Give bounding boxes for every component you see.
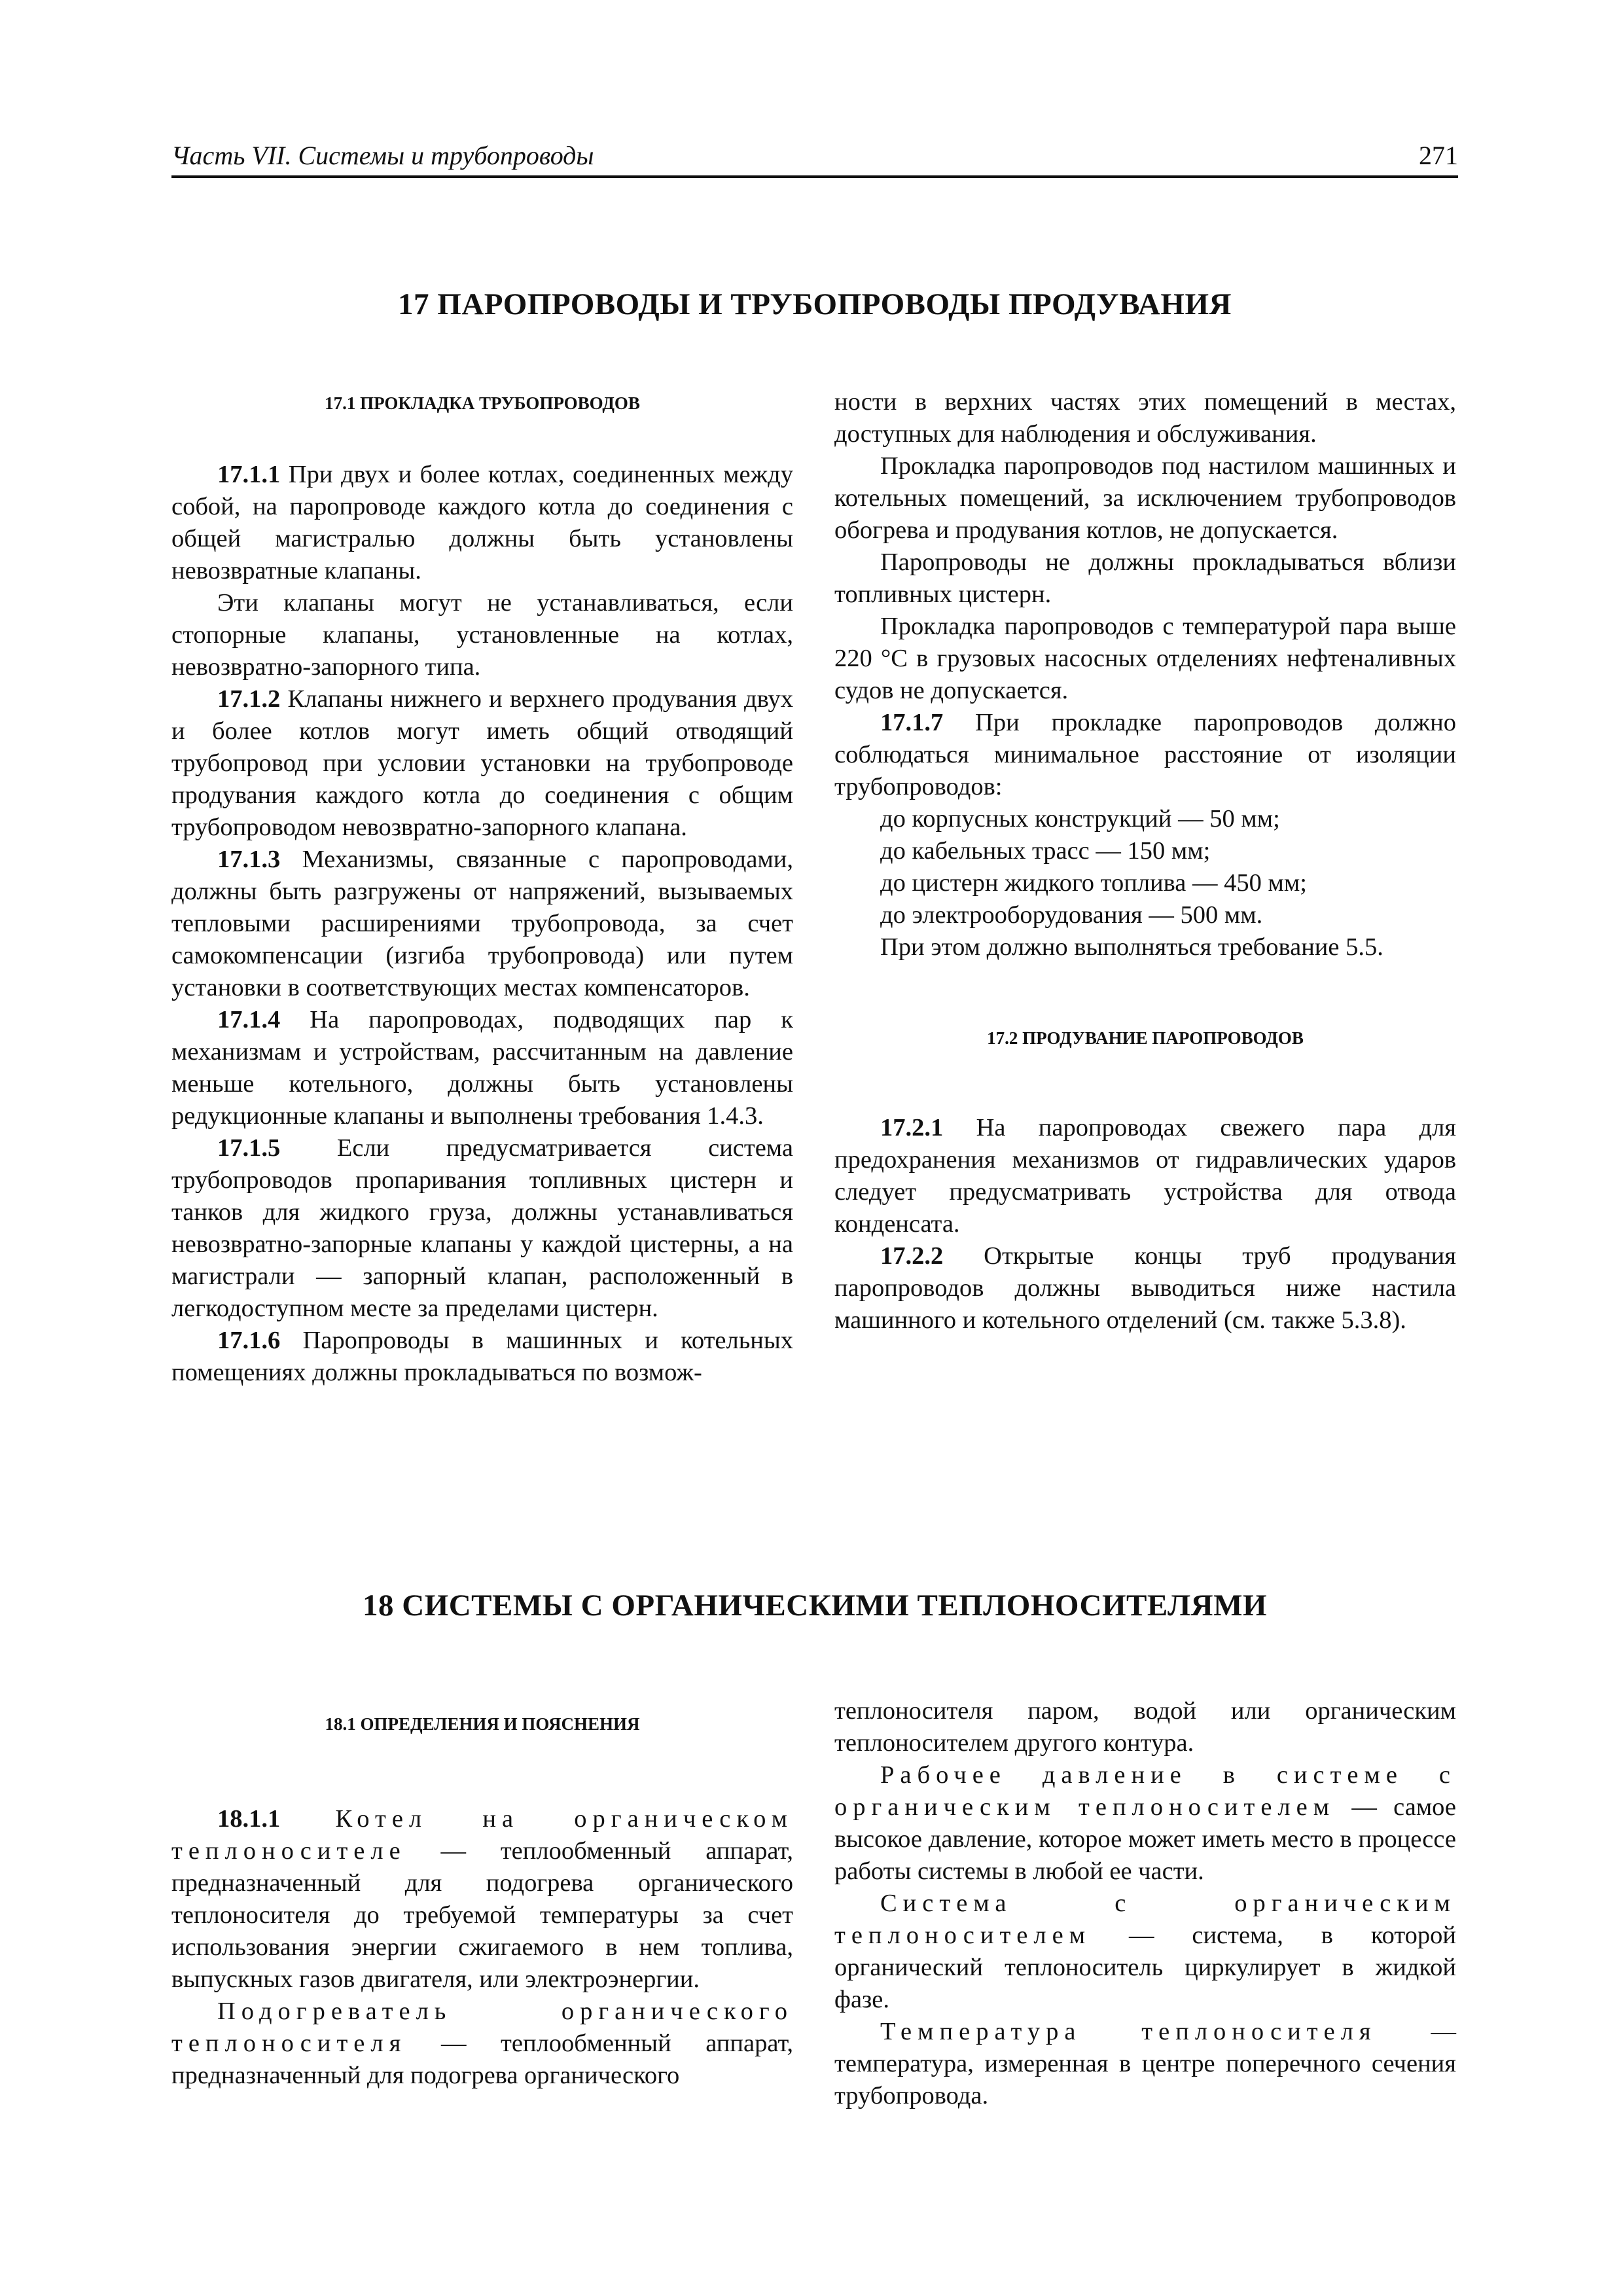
section-17-2-heading: 17.2 ПРОДУВАНИЕ ПАРОПРОВОДОВ xyxy=(987,1028,1304,1048)
running-header xyxy=(171,140,1458,179)
chapter-17-title: 17 ПАРОПРОВОДЫ И ТРУБОПРОВОДЫ ПРОДУВАНИЯ xyxy=(398,287,1232,321)
ch18-left-column xyxy=(171,1708,793,2092)
clause-number: 17.1.6 xyxy=(217,1327,281,1354)
clause-number: 17.1.5 xyxy=(217,1134,281,1162)
clause-number: 17.1.1 xyxy=(217,461,281,488)
list-item: до электрооборудования — 500 мм. xyxy=(880,901,1263,929)
page-number: 271 xyxy=(1419,141,1458,170)
paragraph: 17.1.4 На паропроводах, подводящих пар к механизмам и устройствам, рассчитанным на давление меньше котельного, должны быть установлены редукционные клапаны и выполнены требования 1.4.3. xyxy=(171,1006,793,1130)
defined-term: Рабочее давление в системе с органическим теплоносителем xyxy=(834,1761,1456,1821)
paragraph: 17.2.1 На паропроводах свежего пара для предохранения механизмов от гидравлических ударов следует предусматривать устройства для отвода конденсата. xyxy=(834,1114,1456,1238)
paragraph: 17.1.5 Если предусматривается система трубопроводов пропаривания топливных цистерн и танков для жидкого груза, должны устанавливаться невозвратно-запорные клапаны у каждой цистерны, а на магистрали — запорный клапан, расположенный в легкодоступном месте за пределами цистерн. xyxy=(171,1134,793,1322)
paragraph: теплоносителя паром, водой или органическим теплоносителем другого контура. xyxy=(834,1697,1456,1757)
clause-number: 17.1.3 xyxy=(217,846,281,873)
defined-term: Котел на органическом теплоносителе xyxy=(171,1805,793,1865)
list-item: до кабельных трасс — 150 мм; xyxy=(880,837,1211,865)
paragraph: ности в верхних частях этих помещений в местах, доступных для наблюдения и обслуживания. xyxy=(834,388,1456,448)
ch17-right-column xyxy=(834,386,1456,1336)
section-17-1-heading: 17.1 ПРОКЛАДКА ТРУБОПРОВОДОВ xyxy=(325,393,640,413)
paragraph: 17.1.6 Паропроводы в машинных и котельных помещениях должны прокладываться по возмож- xyxy=(171,1327,793,1386)
paragraph: Прокладка паропроводов с температурой пара выше 220 °C в грузовых насосных отделениях нефтеналивных судов не допускается. xyxy=(834,613,1456,704)
list-item: до цистерн жидкого топлива — 450 мм; xyxy=(880,869,1307,897)
header-rule xyxy=(171,175,1458,178)
ch18-right-column xyxy=(834,1695,1456,2112)
paragraph: При этом должно выполняться требование 5.5. xyxy=(880,933,1383,961)
clause-number: 17.2.2 xyxy=(880,1242,944,1270)
section-18-1-heading: 18.1 ОПРЕДЕЛЕНИЯ И ПОЯСНЕНИЯ xyxy=(325,1714,640,1734)
paragraph: 17.1.1 При двух и более котлах, соединенных между собой, на паропроводе каждого котла до соединения с общей магистралью должны быть установлены невозвратные клапаны. xyxy=(171,461,793,584)
paragraph: Система с органическим теплоносителем — система, в которой органический теплоноситель циркулирует в жидкой фазе. xyxy=(834,1890,1456,2013)
paragraph: 17.2.2 Открытые концы труб продувания паропроводов должны выводиться ниже настила машинного и котельного отделений (см. также 5.3.8). xyxy=(834,1242,1456,1334)
paragraph: Температура теплоносителя — температура, измеренная в центре поперечного сечения трубопровода. xyxy=(834,2018,1457,2109)
running-title: Часть VII. Системы и трубопроводы xyxy=(171,141,594,170)
paragraph: Эти клапаны могут не устанавливаться, если стопорные клапаны, установленные на котлах, невозвратно-запорного типа. xyxy=(171,589,793,681)
chapter-18-title: 18 СИСТЕМЫ С ОРГАНИЧЕСКИМИ ТЕПЛОНОСИТЕЛЯМИ xyxy=(362,1588,1268,1623)
paragraph: Прокладка паропроводов под настилом машинных и котельных помещений, за исключением трубопроводов обогрева и продувания котлов, не допускается. xyxy=(834,452,1456,544)
paragraph: 18.1.1 Котел на органическом теплоносителе — теплообменный аппарат, предназначенный для подогрева органического теплоносителя до требуемой температуры за счет использования энергии сжигаемого в нем топлива, выпускных газов двигателя, или электроэнергии. xyxy=(171,1805,793,1993)
ch17-left-column xyxy=(171,387,793,1389)
clause-number: 18.1.1 xyxy=(217,1805,281,1833)
clause-number: 17.1.2 xyxy=(217,685,281,713)
paragraph: 17.1.3 Механизмы, связанные с паропроводами, должны быть разгружены от напряжений, вызываемых тепловыми расширениями трубопровода, за счет самокомпенсации (изгиба трубопровода) или путем установки в соответствующих местах компенсаторов. xyxy=(171,846,793,1001)
paragraph: Подогреватель органического теплоносителя — теплообменный аппарат, предназначенный для подогрева органического xyxy=(171,1998,793,2089)
clause-number: 17.1.7 xyxy=(880,709,944,736)
paragraph: 17.1.2 Клапаны нижнего и верхнего продувания двух и более котлов могут иметь общий отводящий трубопровод при условии установки на трубопроводе продувания каждого котла до соединения с общим трубопроводом невозвратно-запорного клапана. xyxy=(171,685,793,841)
paragraph: Рабочее давление в системе с органическим теплоносителем — самое высокое давление, которое может иметь место в процессе работы системы в любой ее части. xyxy=(834,1761,1456,1885)
list-item: до корпусных конструкций — 50 мм; xyxy=(880,805,1280,833)
defined-term: Температура теплоносителя xyxy=(880,2018,1377,2045)
paragraph: Паропроводы не должны прокладываться вблизи топливных цистерн. xyxy=(834,548,1456,608)
paragraph: 17.1.7 При прокладке паропроводов должно соблюдаться минимальное расстояние от изоляции трубопроводов: xyxy=(834,709,1456,800)
clause-number: 17.2.1 xyxy=(880,1114,944,1141)
clause-number: 17.1.4 xyxy=(217,1006,281,1033)
defined-term: Система с органическим теплоносителем xyxy=(834,1890,1456,1949)
defined-term: Подогреватель органического теплоносителя xyxy=(171,1998,793,2057)
